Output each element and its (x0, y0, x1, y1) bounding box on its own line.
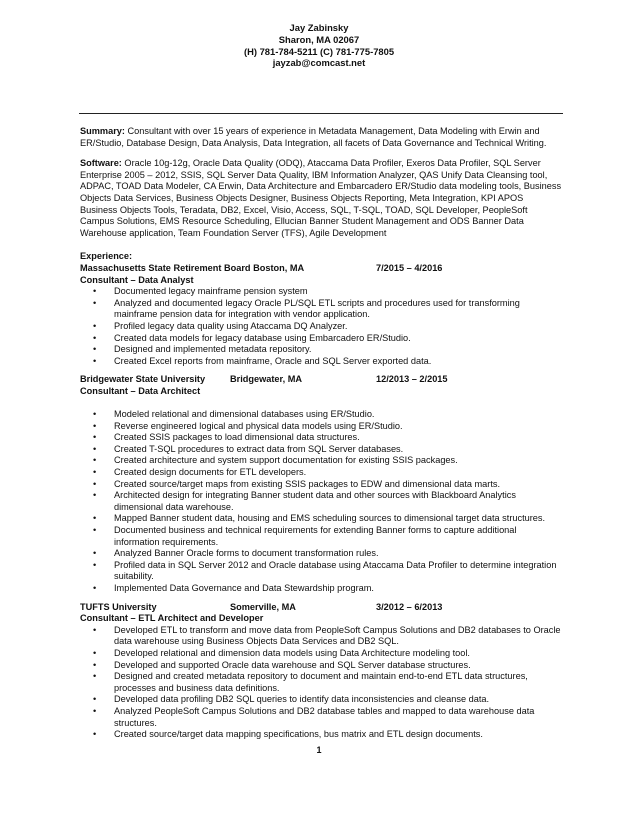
list-item: • Developed ETL to transform and move data from PeopleSoft Campus Solutions and DB2 databases to Oracle data warehouse using Business Objects Data Services and DB2 SQL. (80, 625, 562, 648)
page-number: 1 (316, 745, 322, 755)
list-item: • Created T-SQL procedures to extract data from SQL Server databases. (80, 444, 562, 456)
software-label: Software: (80, 158, 122, 169)
header-divider (79, 113, 563, 114)
job-location: Somerville, MA (230, 601, 296, 612)
job-employer: Bridgewater State University (80, 374, 206, 385)
job-title: Consultant – Data Architect (80, 385, 201, 396)
job-header (80, 374, 562, 386)
list-item: • Created architecture and system support documentation for existing SSIS packages. (80, 455, 562, 467)
job-employer: TUFTS University (80, 601, 157, 612)
list-item: • Developed data profiling DB2 SQL queries to identify data inconsistencies and cleanse data. (80, 694, 562, 706)
list-item: • Mapped Banner student data, housing and EMS scheduling sources to dimensional target data structures. (80, 513, 562, 525)
job-entry (80, 602, 562, 741)
software-section (80, 158, 562, 239)
list-item: • Created Excel reports from mainframe, Oracle and SQL Server exported data. (80, 356, 562, 368)
list-item: • Profiled data in SQL Server 2012 and Oracle database using Ataccama Data Profiler to determine integration suitability. (80, 560, 562, 583)
list-item: • Created data models for legacy database using Embarcadero ER/Studio. (80, 333, 562, 345)
summary-label: Summary: (80, 126, 125, 136)
experience-heading: Experience: (80, 251, 133, 262)
job-title: Consultant – ETL Architect and Developer (80, 613, 264, 624)
job-dates: 3/2012 – 6/2013 (376, 601, 443, 612)
job-employer: Massachusetts State Retirement Board Boston, MA (80, 262, 305, 273)
job-bullet-list (80, 409, 562, 595)
list-item: • Developed relational and dimension data models using Data Architecture modeling tool. (80, 648, 562, 660)
list-item: • Documented legacy mainframe pension system (80, 286, 562, 298)
job-dates: 7/2015 – 4/2016 (376, 262, 443, 273)
candidate-phones: (H) 781-784-5211 (C) 781-775-7805 (243, 45, 395, 57)
candidate-name: Jay Zabinsky (289, 22, 349, 33)
list-item: • Designed and created metadata repository to document and maintain end-to-end ETL data structures, processes and business data definitions. (80, 671, 562, 694)
job-bullet-list (80, 286, 562, 367)
list-item: • Profiled legacy data quality using Ataccama DQ Analyzer. (80, 321, 562, 333)
job-entry (80, 374, 562, 594)
spacer (80, 367, 562, 374)
list-item: • Developed and supported Oracle data warehouse and SQL Server database structures. (80, 660, 562, 672)
list-item: • Created source/target data mapping specifications, bus matrix and ETL design documents. (80, 729, 562, 741)
list-item: • Analyzed PeopleSoft Campus Solutions and DB2 database tables and mapped to data warehouse data structures. (80, 706, 562, 729)
list-item: • Documented business and technical requirements for extending Banner forms to capture additional information requirements. (80, 525, 562, 548)
software-text: Oracle 10g-12g, Oracle Data Quality (ODQ), Ataccama Data Profiler, Exeros Data Profiler, SQL Server Enterprise 2005 – 2012, SSIS, SQL Server Data Quality, IBM Information Analyzer, QAS Unify Data Cleansing tool, ADPAC, TOAD Data Modeler, CA Erwin, Data Architecture and Embarcadero ER/Studio data modeling tools, Business Objects Data Services, Business Objects Designer, Business Objects Reporting, Meta Integration, KPI APOS Business Objects Tools, Teradata, DB2, Excel, Visio, Access, SQL, T-SQL, TOAD, SQL Developer, PeopleSoft Campus Solutions, EMS Resource Scheduling, Ellucian Banner Student Management and ODS Banner Data Warehouse application, Team Foundation Server (TFS), Agile Development (80, 158, 562, 238)
spacer (80, 595, 562, 602)
list-item: • Implemented Data Governance and Data Stewardship program. (80, 583, 562, 595)
summary-section (80, 126, 562, 149)
list-item: • Analyzed and documented legacy Oracle PL/SQL ETL scripts and procedures used for transforming mainframe pension data for integration with vendor application. (80, 298, 562, 321)
job-header (80, 263, 562, 275)
spacer (80, 397, 562, 409)
list-item: • Created source/target maps from existing SSIS packages to EDW and dimensional data marts. (80, 479, 562, 491)
list-item: • Modeled relational and dimensional databases using ER/Studio. (80, 409, 562, 421)
list-item: • Created design documents for ETL developers. (80, 467, 562, 479)
list-item: • Designed and implemented metadata repository. (80, 344, 562, 356)
job-bullet-list (80, 625, 562, 741)
job-title: Consultant – Data Analyst (80, 274, 194, 285)
resume-header (0, 22, 638, 69)
list-item: • Architected design for integrating Banner student data and other sources with Blackboard Analytics dimensional data warehouse. (80, 490, 562, 513)
resume-body (80, 126, 562, 741)
candidate-address: Sharon, MA 02067 (278, 33, 360, 45)
list-item: • Created SSIS packages to load dimensional data structures. (80, 432, 562, 444)
summary-text: Consultant with over 15 years of experience in Metadata Management, Data Modeling with Erwin and ER/Studio, Database Design, Data Analysis, Data Integration, all facets of Data Governance and Technical Writing. (80, 126, 547, 148)
job-header (80, 602, 562, 614)
job-entry (80, 263, 562, 367)
list-item: • Reverse engineered logical and physical data models using ER/Studio. (80, 421, 562, 433)
job-location: Bridgewater, MA (230, 374, 302, 385)
candidate-email: jayzab@comcast.net (272, 57, 366, 69)
list-item: • Analyzed Banner Oracle forms to document transformation rules. (80, 548, 562, 560)
job-dates: 12/2013 – 2/2015 (376, 374, 448, 385)
